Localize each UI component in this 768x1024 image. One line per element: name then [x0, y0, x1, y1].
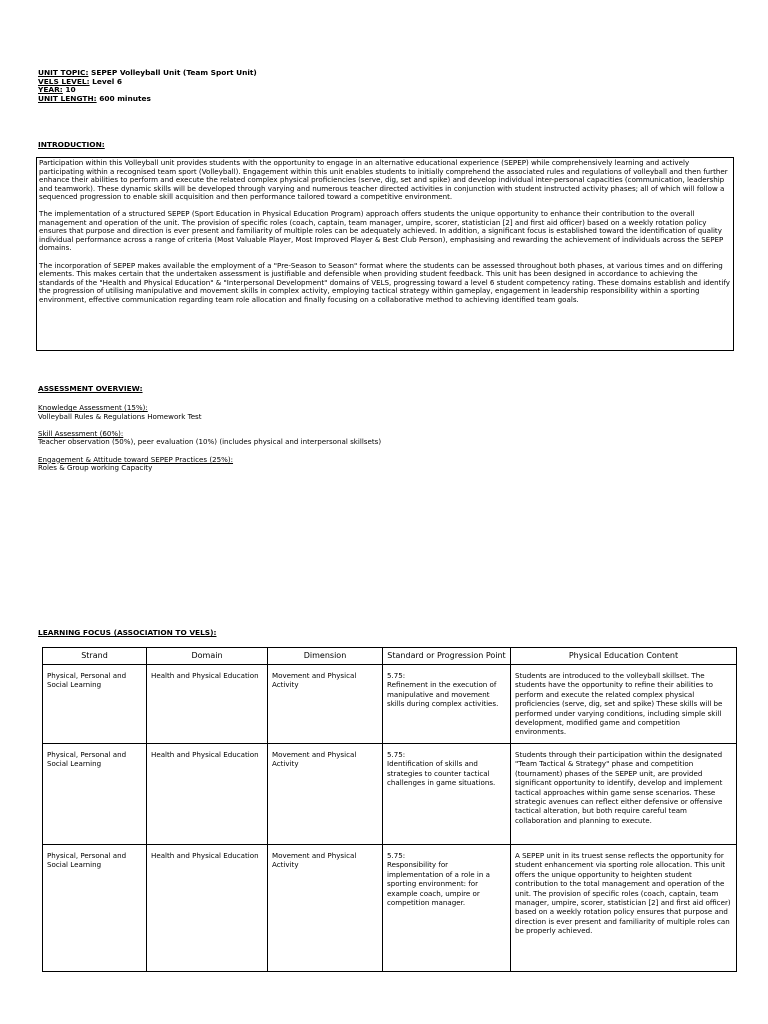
content-cell: Students through their participation within the designated "Team Tactical & Strategy" phase and competition (tournament) phases of the SEPEP unit, are provided significant opportunity to identify, develop and implement tactical approaches within game sense scenarios. These strategic avenues can reflect either defensive or offensive tactical alteration, but both require careful team collaboration and planning to execute.: [511, 744, 737, 845]
strand-cell: Physical, Personal and Social Learning: [43, 665, 147, 744]
introduction-box: [36, 157, 734, 351]
year-label: YEAR:: [38, 85, 63, 95]
year-value: 10: [65, 85, 76, 95]
column-header-content: Physical Education Content: [511, 648, 737, 665]
standard-text: Refinement in the execution of manipulative and movement skills during complex activities.: [387, 680, 499, 709]
skill-assessment-text: Teacher observation (50%), peer evaluation (10%) (includes physical and interpersonal skillsets): [38, 437, 382, 447]
standard-text: Responsibility for implementation of a role in a sporting environment: for example coach, umpire or competition manager.: [387, 860, 490, 908]
engagement-assessment-text: Roles & Group working Capacity: [38, 463, 153, 473]
standard-cell: [383, 744, 511, 845]
standard-code: 5.75:: [387, 851, 406, 860]
unit-header: [38, 69, 257, 103]
learning-focus-heading: LEARNING FOCUS (ASSOCIATION TO VELS):: [38, 628, 217, 637]
table-header-row: [43, 648, 737, 665]
domain-cell: Health and Physical Education: [147, 665, 268, 744]
standard-code: 5.75:: [387, 671, 406, 680]
strand-cell: Physical, Personal and Social Learning: [43, 744, 147, 845]
table-row: [43, 744, 737, 845]
content-cell: A SEPEP unit in its truest sense reflects the opportunity for student enhancement via sporting role allocation. This unit offers the unique opportunity to heighten student contribution to the total management and operation of the unit. The provision of specific roles (coach, captain, team manager, umpire, scorer, statistician [2] and first aid officer) based on a weekly rotation policy ensures that purpose and direction is ever present and familiarity of multiple roles can be properly achieved.: [511, 845, 737, 972]
knowledge-assessment: [38, 404, 381, 421]
learning-focus-table: [42, 647, 737, 972]
dimension-cell: Movement and Physical Activity: [268, 845, 383, 972]
unit-length-label: UNIT LENGTH:: [38, 93, 97, 103]
knowledge-assessment-heading: Knowledge Assessment (15%):: [38, 403, 148, 412]
engagement-assessment-heading: Engagement & Attitude toward SEPEP Practices (25%):: [38, 454, 234, 464]
column-header-dimension: Dimension: [268, 648, 383, 665]
unit-topic-label: UNIT TOPIC:: [38, 68, 89, 77]
dimension-cell: Movement and Physical Activity: [268, 744, 383, 845]
introduction-heading: INTRODUCTION:: [38, 140, 105, 149]
knowledge-assessment-text: Volleyball Rules & Regulations Homework Test: [38, 411, 202, 421]
vels-level-value: Level 6: [92, 76, 122, 86]
table-row: [43, 845, 737, 972]
standard-code: 5.75:: [387, 750, 406, 759]
table-row: [43, 665, 737, 744]
strand-cell: Physical, Personal and Social Learning: [43, 845, 147, 972]
unit-length-value: 600 minutes: [99, 93, 151, 103]
intro-paragraph: Participation within this Volleyball unit provides students with the opportunity to engage in an alternative educational experience (SEPEP) while comprehensively learning and actively participating within a recognised team sport (Volleyball). Engagement within this unit enables students to initially comprehend the associated rules and regulations of volleyball and then further enhance their abilities to perform and execute the related complex physical proficiencies (serve, dig, set and spike) and develop individual inter-personal capacities (communication, leadership and teamwork). These dynamic skills will be developed through varying and numerous teacher directed activities in conjunction with student instructed activity phases; all of which will follow a sequenced progression to enable skill acquisition and then performance tailored toward a competitive environment.: [39, 158, 728, 202]
vels-level-label: VELS LEVEL:: [38, 76, 90, 86]
unit-topic-value: SEPEP Volleyball Unit (Team Sport Unit): [91, 68, 257, 77]
assessment-overview: [38, 404, 381, 481]
standard-cell: [383, 845, 511, 972]
column-header-strand: Strand: [43, 648, 147, 665]
column-header-standard: Standard or Progression Point: [383, 648, 511, 665]
domain-cell: Health and Physical Education: [147, 744, 268, 845]
column-header-domain: Domain: [147, 648, 268, 665]
assessment-heading: ASSESSMENT OVERVIEW:: [38, 384, 143, 393]
intro-paragraph: The implementation of a structured SEPEP (Sport Education in Physical Education Program) approach offers students the unique opportunity to enhance their contribution to the overall management and operation of the unit. The provision of specific roles (coach, captain, team manager, umpire, scorer, statistician [2] and first aid officer) based on a weekly rotation policy ensures that purpose and direction is ever present and familiarity of multiple roles can be adequately achieved. In addition, a significant focus is established toward the identification of quality individual performance across a range of criteria (Most Valuable Player, Most Improved Player & Best Club Person), emphasising and rewarding the achievement of individuals across the SEPEP domains.: [39, 209, 724, 253]
intro-paragraph: The incorporation of SEPEP makes available the employment of a "Pre-Season to Season" format where the students can be assessed throughout both phases, at various times and on differing elements. This makes certain that the undertaken assessment is justifiable and defensible when providing student feedback. This unit has been designed in accordance to achieving the standards of the "Health and Physical Education" & "Interpersonal Development" domains of VELS, progressing toward a level 6 student competency rating. These domains establish and identify the progression of utilising manipulative and movement skills in complex activity, employing tactical strategy within gameplay, engagement in leadership responsibility within a sporting environment, effective communication regarding team role allocation and finally focusing on a collaborative method to achieving identified team goals.: [39, 260, 730, 304]
skill-assessment-heading: Skill Assessment (60%):: [38, 428, 124, 438]
dimension-cell: Movement and Physical Activity: [268, 665, 383, 744]
standard-cell: [383, 665, 511, 744]
domain-cell: Health and Physical Education: [147, 845, 268, 972]
engagement-assessment: [38, 456, 381, 473]
skill-assessment: [38, 430, 381, 447]
content-cell: Students are introduced to the volleyball skillset. The students have the opportunity to refine their abilities to perform and execute the related complex physical proficiencies (serve, dig, set and spike) These skills will be performed under varying conditions, including simple skill development, modified game and competition environments.: [511, 665, 737, 744]
standard-text: Identification of skills and strategies to counter tactical challenges in game situations.: [387, 759, 496, 788]
